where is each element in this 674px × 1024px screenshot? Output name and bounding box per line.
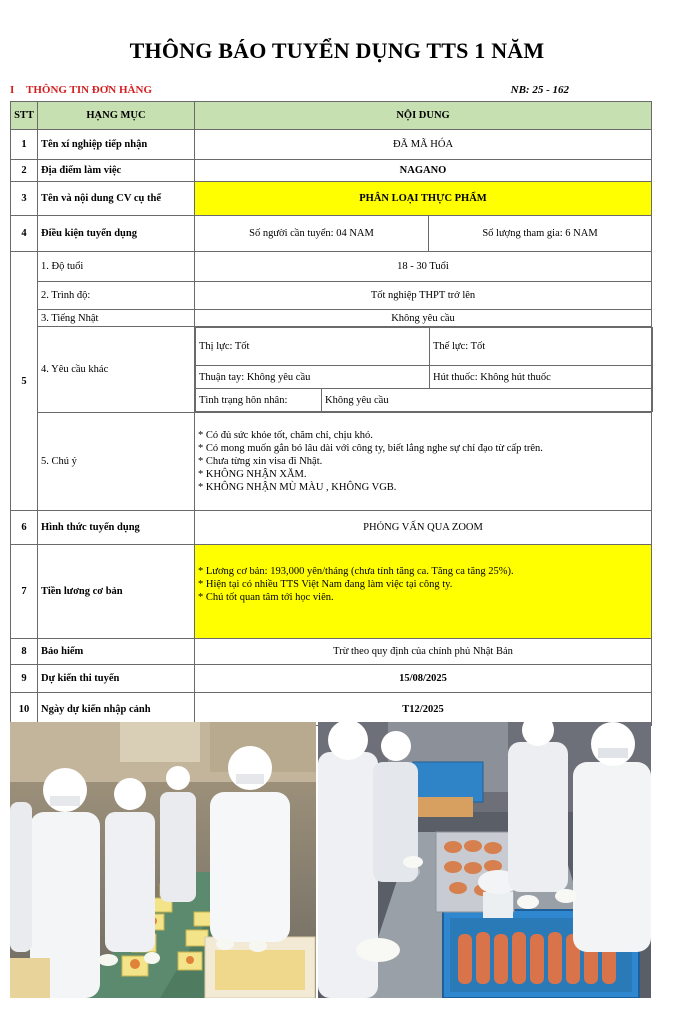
row-number: 5 bbox=[11, 252, 38, 511]
table-row bbox=[11, 693, 652, 726]
japanese-value: Không yêu cầu bbox=[195, 310, 652, 327]
exam-date-value: 15/08/2025 bbox=[195, 665, 652, 693]
table-row bbox=[11, 282, 652, 310]
row-number: 7 bbox=[11, 545, 38, 639]
other-requirements-label: 4. Yêu cầu khác bbox=[38, 327, 195, 413]
other-requirements-cell bbox=[195, 327, 652, 413]
participant-count: Số lượng tham gia: 6 NAM bbox=[429, 216, 652, 252]
job-content-value: PHÂN LOẠI THỰC PHẨM bbox=[195, 182, 652, 216]
row-item: Điều kiện tuyển dụng bbox=[38, 216, 195, 252]
salary-details bbox=[195, 545, 652, 639]
row-item: Ngày dự kiến nhập cảnh bbox=[38, 693, 195, 726]
row-item: Hình thức tuyển dụng bbox=[38, 511, 195, 545]
marital-status-value: Không yêu cầu bbox=[322, 389, 653, 412]
row-item: Địa điểm làm việc bbox=[38, 160, 195, 182]
company-name-value: ĐÃ MÃ HÓA bbox=[195, 130, 652, 160]
note-item: * KHÔNG NHẬN XĂM. bbox=[198, 469, 307, 480]
row-number: 6 bbox=[11, 511, 38, 545]
salary-line: * Chú tốt quan tâm tới học viên. bbox=[198, 592, 334, 603]
table-row bbox=[11, 413, 652, 511]
other-requirements-grid bbox=[195, 327, 653, 412]
japanese-label: 3. Tiếng Nhật bbox=[38, 310, 195, 327]
education-value: Tốt nghiệp THPT trở lên bbox=[195, 282, 652, 310]
row-item: Dự kiến thi tuyển bbox=[38, 665, 195, 693]
eyesight-requirement: Thị lực: Tốt bbox=[196, 328, 430, 366]
section-title: THÔNG TIN ĐƠN HÀNG bbox=[26, 84, 153, 96]
marital-status-label: Tình trạng hôn nhân: bbox=[196, 389, 322, 412]
table-row bbox=[11, 511, 652, 545]
meat-processing-photo bbox=[318, 722, 651, 998]
recruit-count: Số người cần tuyển: 04 NAM bbox=[195, 216, 429, 252]
note-item: * Có đủ sức khỏe tốt, chăm chỉ, chịu khó. bbox=[198, 430, 373, 441]
handedness-requirement: Thuận tay: Không yêu cầu bbox=[196, 366, 430, 389]
page-title: THÔNG BÁO TUYỂN DỤNG TTS 1 NĂM bbox=[129, 38, 545, 63]
table-row bbox=[11, 310, 652, 327]
order-number: NB: 25 - 162 bbox=[510, 84, 569, 96]
notes-label: 5. Chú ý bbox=[38, 413, 195, 511]
food-packing-photo bbox=[10, 722, 316, 998]
row-item: Tiền lương cơ bản bbox=[38, 545, 195, 639]
age-value: 18 - 30 Tuổi bbox=[195, 252, 652, 282]
table-row bbox=[11, 216, 652, 252]
workplace-value: NAGANO bbox=[195, 160, 652, 182]
row-number: 4 bbox=[11, 216, 38, 252]
section-number: I bbox=[10, 84, 15, 96]
row-number: 10 bbox=[11, 693, 38, 726]
table-row bbox=[11, 545, 652, 639]
notes-list bbox=[195, 413, 652, 511]
insurance-value: Trừ theo quy định của chính phủ Nhật Bản bbox=[195, 639, 652, 665]
header-stt: STT bbox=[11, 102, 38, 130]
smoking-requirement: Hút thuốc: Không hút thuốc bbox=[430, 366, 653, 389]
job-info-table bbox=[10, 101, 652, 726]
row-item: Tên xí nghiệp tiếp nhận bbox=[38, 130, 195, 160]
table-row bbox=[11, 252, 652, 282]
row-item: Bảo hiểm bbox=[38, 639, 195, 665]
table-row bbox=[11, 182, 652, 216]
header-item: HẠNG MỤC bbox=[38, 102, 195, 130]
education-label: 2. Trình độ: bbox=[38, 282, 195, 310]
header-content: NỘI DUNG bbox=[195, 102, 652, 130]
row-number: 1 bbox=[11, 130, 38, 160]
table-row bbox=[11, 665, 652, 693]
recruitment-method-value: PHỎNG VẤN QUA ZOOM bbox=[195, 511, 652, 545]
factory-photos bbox=[10, 722, 651, 998]
fitness-requirement: Thể lực: Tốt bbox=[430, 328, 653, 366]
salary-line: * Hiện tại có nhiều TTS Việt Nam đang làm việc tại công ty. bbox=[198, 579, 453, 590]
table-row bbox=[11, 160, 652, 182]
row-number: 8 bbox=[11, 639, 38, 665]
row-number: 9 bbox=[11, 665, 38, 693]
note-item: * Chưa từng xin visa đi Nhật. bbox=[198, 456, 323, 467]
salary-line: * Lương cơ bản: 193,000 yên/tháng (chưa tính tăng ca. Tăng ca tăng 25%). bbox=[198, 566, 514, 577]
section-header bbox=[10, 84, 651, 100]
table-row bbox=[11, 130, 652, 160]
table-row bbox=[11, 327, 652, 413]
age-label: 1. Độ tuổi bbox=[38, 252, 195, 282]
table-header-row bbox=[11, 102, 652, 130]
note-item: * KHÔNG NHẬN MÙ MÀU , KHÔNG VGB. bbox=[198, 482, 397, 493]
row-number: 3 bbox=[11, 182, 38, 216]
note-item: * Có mong muốn gắn bó lâu dài với công ty, biết lắng nghe sự chỉ đạo từ cấp trên. bbox=[198, 443, 543, 454]
row-number: 2 bbox=[11, 160, 38, 182]
table-row bbox=[11, 639, 652, 665]
row-item: Tên và nội dung CV cụ thể bbox=[38, 182, 195, 216]
entry-date-value: T12/2025 bbox=[195, 693, 652, 726]
